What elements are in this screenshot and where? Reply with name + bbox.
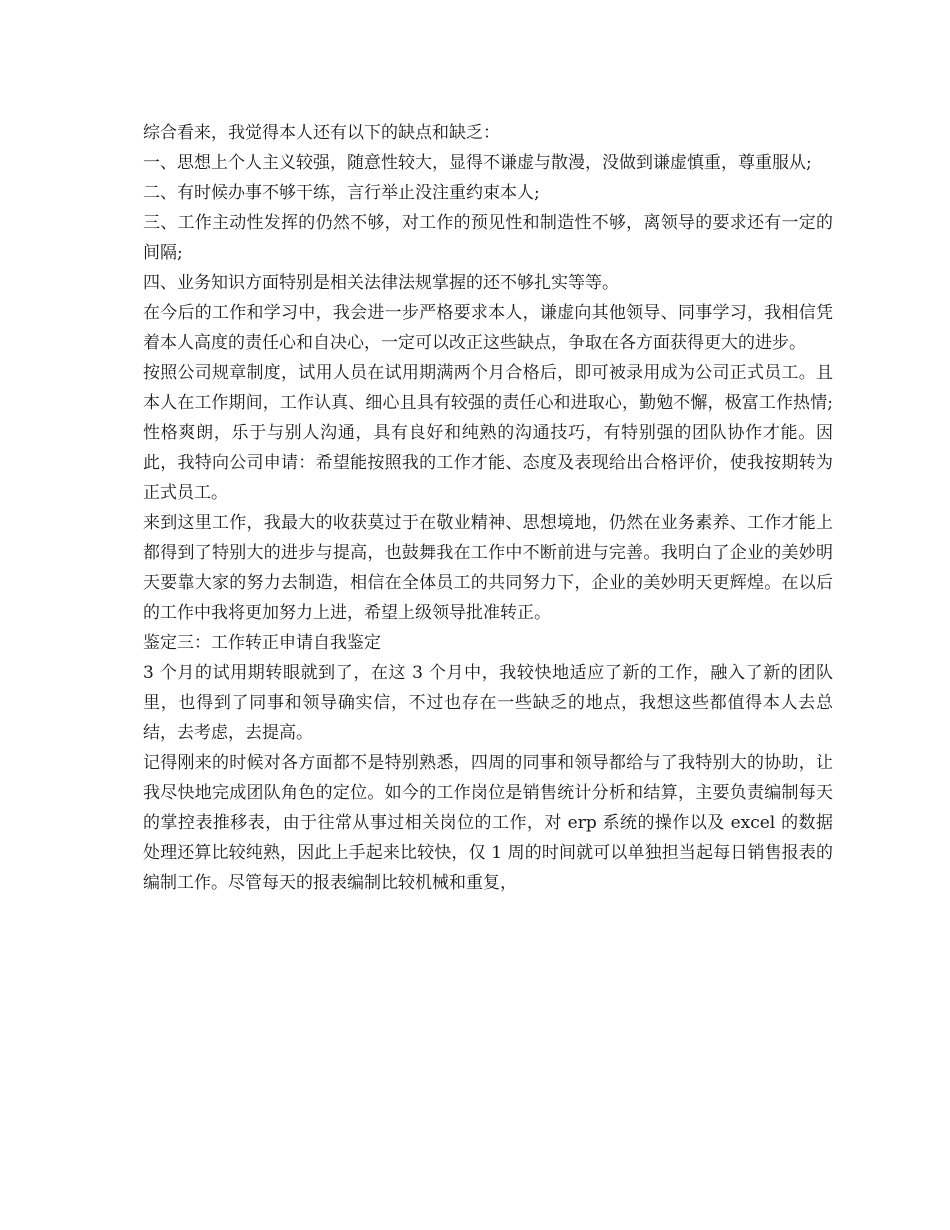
paragraph-trial-period: 3 个月的试用期转眼就到了，在这 3 个月中，我较快地适应了新的工作，融入了新的团队里，也得到了同事和领导确实信，不过也存在一些缺乏的地点，我想这些都值得本人去总结，去考虑，去提高。 <box>143 663 833 743</box>
paragraph-future-plan: 在今后的工作和学习中，我会进一步严格要求本人，谦虚向其他领导、同事学习，我相信凭着本人高度的责任心和自决心，一定可以改正这些缺点，争取在各方面获得更大的进步。 <box>143 303 833 353</box>
paragraph-shortcoming-4: 四、业务知识方面特别是相关法律法规掌握的还不够扎实等等。 <box>143 273 619 293</box>
paragraph-shortcomings-intro: 综合看来，我觉得本人还有以下的缺点和缺乏： <box>143 123 500 143</box>
paragraph-shortcoming-3: 三、工作主动性发挥的仍然不够，对工作的预见性和制造性不够，离领导的要求还有一定的间隔; <box>143 213 833 263</box>
paragraph-gains: 来到这里工作，我最大的收获莫过于在敬业精神、思想境地，仍然在业务素养、工作才能上都得到了特别大的进步与提高，也鼓舞我在工作中不断前进与完善。我明白了企业的美妙明天要靠大家的努力去制造，相信在全体员工的共同努力下，企业的美妙明天更辉煌。在以后的工作中我将更加努力上进，希望上级领导批准转正。 <box>143 513 833 623</box>
section-heading: 鉴定三：工作转正申请自我鉴定 <box>143 633 381 653</box>
paragraph-shortcoming-1: 一、思想上个人主义较强，随意性较大，显得不谦虚与散漫，没做到谦虚慎重，尊重服从; <box>143 153 812 173</box>
paragraph-shortcoming-2: 二、有时候办事不够干练，言行举止没注重约束本人; <box>143 183 540 203</box>
paragraph-work-duties: 记得刚来的时候对各方面都不是特别熟悉，四周的同事和领导都给与了我特别大的协助，让我尽快地完成团队角色的定位。如今的工作岗位是销售统计分析和结算，主要负责编制每天的掌控表推移表，由于往常从事过相关岗位的工作，对 erp 系统的操作以及 excel 的数据处理还算比较纯熟，因此上手起来比较快，仅 1 周的时间就可以单独担当起每日销售报表的编制工作。尽管每天的报表编制比较机械和重复， <box>143 753 833 893</box>
document-body <box>143 118 833 898</box>
paragraph-regularization-request: 按照公司规章制度，试用人员在试用期满两个月合格后，即可被录用成为公司正式员工。且本人在工作期间，工作认真、细心且具有较强的责任心和进取心，勤勉不懈，极富工作热情;性格爽朗，乐于与别人沟通，具有良好和纯熟的沟通技巧，有特别强的团队协作才能。因此，我特向公司申请：希望能按照我的工作才能、态度及表现给出合格评价，使我按期转为正式员工。 <box>143 363 833 503</box>
